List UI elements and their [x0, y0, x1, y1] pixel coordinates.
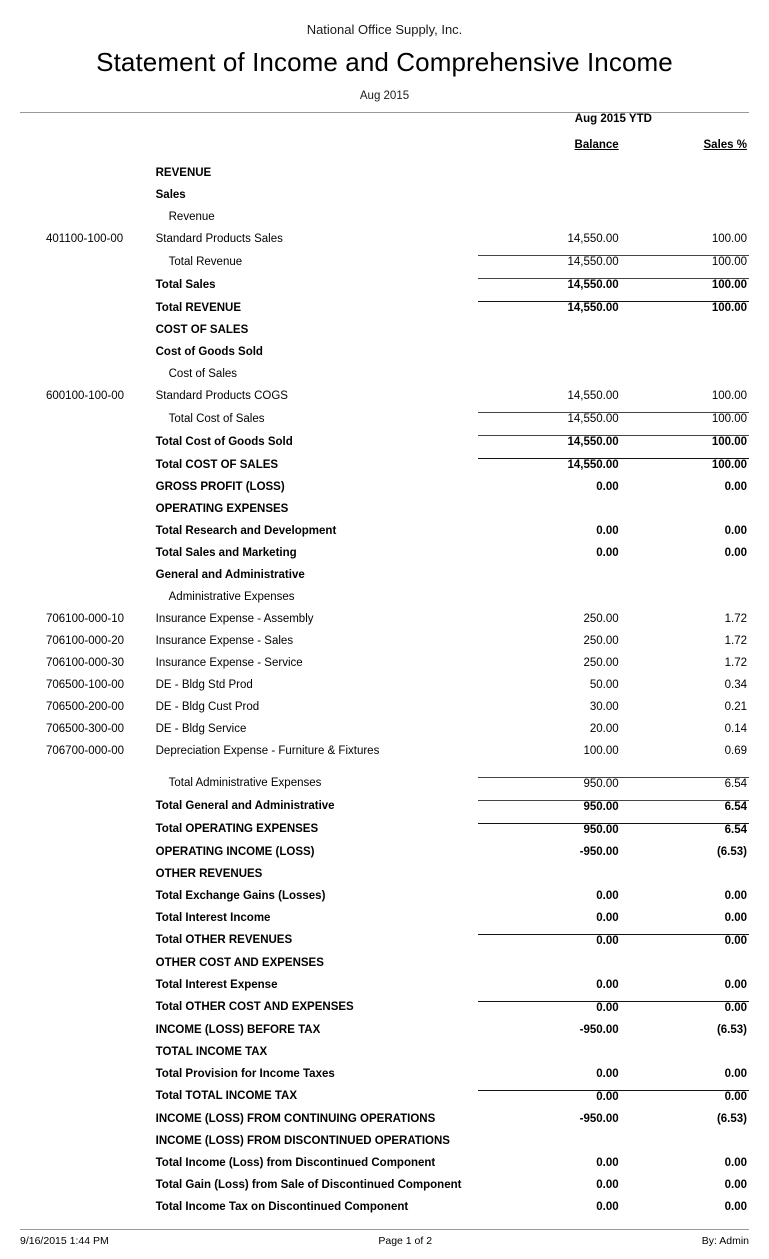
row-description: Total TOTAL INCOME TAX [155, 1090, 298, 1102]
row-balance: 0.00 [478, 934, 625, 957]
row-sales-pct: 0.00 [625, 934, 749, 957]
row-sales-pct: (6.53) [716, 1112, 747, 1125]
statement-row [20, 211, 749, 233]
row-description: Total COST OF SALES [155, 458, 279, 471]
row-account-number [20, 279, 156, 302]
row-sales-pct: 100.00 [625, 413, 749, 436]
row-balance [478, 503, 625, 525]
row-description: INCOME (LOSS) FROM DISCONTINUED OPERATIONS [155, 1134, 450, 1147]
statement-row [20, 1001, 749, 1024]
row-description: Insurance Expense - Sales [155, 635, 294, 647]
statement-row [20, 777, 749, 800]
row-sales-pct: 0.00 [724, 911, 747, 924]
row-account-number [20, 1001, 156, 1024]
column-header-balance: Balance [574, 139, 619, 151]
statement-row [20, 436, 749, 459]
statement-row [20, 1157, 749, 1179]
row-sales-pct [625, 591, 749, 613]
row-description: Standard Products Sales [155, 233, 283, 245]
row-account-number: 706700-000-00 [46, 745, 125, 757]
footer-datetime: 9/16/2015 1:44 PM [20, 1235, 109, 1247]
row-account-number [20, 1046, 156, 1068]
statement-row [20, 1135, 749, 1157]
statement-row [20, 657, 749, 679]
row-account-number: 706500-100-00 [46, 679, 125, 691]
statement-row [20, 413, 749, 436]
row-account-number [20, 777, 156, 800]
row-description: Total REVENUE [155, 301, 242, 314]
statement-row [20, 525, 749, 547]
row-sales-pct: 1.72 [724, 657, 747, 669]
row-sales-pct: 0.21 [724, 701, 747, 713]
row-balance [478, 167, 625, 189]
statement-row [20, 189, 749, 211]
row-sales-pct [625, 368, 749, 390]
row-balance: 14,550.00 [567, 233, 619, 245]
row-sales-pct [625, 346, 749, 368]
statement-row [20, 302, 749, 325]
row-account-number [20, 1024, 156, 1046]
row-description: Total Sales [155, 278, 216, 291]
statement-row [20, 1046, 749, 1068]
row-description: General and Administrative [155, 569, 305, 581]
row-description: Total Exchange Gains (Losses) [155, 889, 326, 902]
row-balance: 950.00 [478, 800, 625, 823]
row-sales-pct: 0.00 [724, 1156, 747, 1169]
row-balance [478, 569, 625, 591]
row-account-number [20, 302, 156, 325]
row-description: DE - Bldg Cust Prod [155, 701, 260, 713]
row-sales-pct: 1.72 [724, 635, 747, 647]
row-sales-pct: 100.00 [625, 459, 749, 482]
statement-row [20, 167, 749, 189]
row-sales-pct [625, 503, 749, 525]
row-sales-pct: 0.00 [625, 1001, 749, 1024]
row-description: Total OTHER COST AND EXPENSES [155, 1001, 354, 1013]
row-description: OTHER COST AND EXPENSES [155, 956, 324, 969]
row-balance: 950.00 [478, 823, 625, 846]
row-sales-pct: 100.00 [625, 256, 749, 279]
row-account-number [20, 1201, 156, 1223]
statement-row [20, 823, 749, 846]
report-page [0, 22, 769, 1259]
statement-row [20, 591, 749, 613]
row-sales-pct [625, 324, 749, 346]
row-balance: 0.00 [478, 1090, 625, 1113]
row-description: Standard Products COGS [155, 390, 288, 402]
row-sales-pct: (6.53) [716, 1023, 747, 1036]
row-account-number [20, 591, 156, 613]
row-account-number [20, 211, 156, 233]
company-name: National Office Supply, Inc. [306, 22, 463, 37]
row-description: Total OTHER REVENUES [155, 934, 293, 946]
row-account-number: 401100-100-00 [46, 233, 124, 245]
row-account-number [20, 868, 156, 890]
row-balance: 0.00 [596, 978, 619, 991]
row-description: INCOME (LOSS) FROM CONTINUING OPERATIONS [155, 1112, 436, 1125]
statement-row [20, 1024, 749, 1046]
row-sales-pct: 0.00 [724, 481, 747, 493]
row-account-number [20, 346, 156, 368]
column-group-header-row [20, 113, 749, 139]
row-balance [478, 346, 625, 368]
row-description: INCOME (LOSS) BEFORE TAX [155, 1023, 321, 1036]
row-sales-pct: 100.00 [625, 436, 749, 459]
row-balance: 0.00 [596, 911, 619, 924]
row-account-number [20, 1179, 156, 1201]
row-description: Insurance Expense - Assembly [155, 613, 314, 625]
row-balance: -950.00 [579, 845, 619, 858]
row-description: Total Income (Loss) from Discontinued Component [155, 1156, 436, 1169]
row-balance: 0.00 [596, 889, 619, 902]
row-balance: 30.00 [589, 701, 619, 713]
row-balance [478, 368, 625, 390]
row-sales-pct: 0.00 [724, 547, 747, 559]
row-account-number [20, 547, 156, 569]
row-description: DE - Bldg Std Prod [155, 679, 253, 691]
statement-row [20, 256, 749, 279]
row-balance: 950.00 [478, 777, 625, 800]
row-sales-pct: 0.00 [724, 525, 747, 537]
row-description: Total Cost of Goods Sold [155, 435, 293, 448]
row-description: Total General and Administrative [155, 800, 335, 812]
statement-row [20, 679, 749, 701]
row-sales-pct [625, 957, 749, 979]
statement-row [20, 390, 749, 413]
row-description: Sales [155, 189, 186, 201]
row-description: DE - Bldg Service [155, 723, 247, 735]
column-group-label: Aug 2015 YTD [574, 113, 652, 125]
statement-rows [20, 167, 749, 1223]
report-period: Aug 2015 [359, 90, 410, 102]
row-description: OTHER REVENUES [155, 867, 263, 880]
row-account-number: 706500-300-00 [46, 723, 125, 735]
row-sales-pct: 6.54 [625, 800, 749, 823]
row-sales-pct: 0.69 [724, 745, 747, 757]
row-account-number: 600100-100-00 [46, 390, 125, 402]
row-balance: -950.00 [579, 1023, 619, 1036]
statement-row [20, 912, 749, 935]
row-balance [478, 957, 625, 979]
row-sales-pct: 0.14 [724, 723, 747, 735]
row-balance: 14,550.00 [478, 413, 625, 436]
row-account-number [20, 503, 156, 525]
row-description: Total Sales and Marketing [155, 547, 297, 559]
row-balance [478, 189, 625, 211]
row-balance: -950.00 [579, 1112, 619, 1125]
column-header-table [20, 113, 749, 167]
statement-row [20, 934, 749, 957]
statement-row [20, 324, 749, 346]
row-account-number: 706100-000-30 [46, 657, 125, 669]
row-description: GROSS PROFIT (LOSS) [155, 481, 285, 493]
row-balance [478, 1046, 625, 1068]
statement-row [20, 1201, 749, 1223]
row-description: Insurance Expense - Service [155, 657, 303, 669]
row-description: Total Interest Expense [155, 978, 278, 991]
row-sales-pct [625, 868, 749, 890]
statement-row [20, 613, 749, 635]
statement-row [20, 459, 749, 482]
row-balance: 0.00 [596, 1178, 619, 1191]
row-account-number: 706100-000-20 [46, 635, 125, 647]
statement-row [20, 569, 749, 591]
row-sales-pct [625, 211, 749, 233]
row-balance: 250.00 [583, 613, 619, 625]
row-sales-pct: 0.00 [724, 978, 747, 991]
row-account-number [20, 413, 156, 436]
row-sales-pct: (6.53) [716, 845, 747, 858]
row-account-number [20, 1135, 156, 1157]
column-header-row [20, 139, 749, 167]
row-description: Revenue [168, 211, 215, 223]
row-account-number [20, 324, 156, 346]
row-sales-pct [625, 569, 749, 591]
row-description: Total Income Tax on Discontinued Component [155, 1200, 409, 1213]
row-sales-pct [625, 1135, 749, 1157]
row-balance: 0.00 [596, 1156, 619, 1169]
row-balance: 14,550.00 [478, 459, 625, 482]
row-description: REVENUE [155, 167, 212, 179]
row-balance: 100.00 [583, 745, 619, 757]
row-balance: 14,550.00 [478, 279, 625, 302]
row-description: Cost of Goods Sold [155, 346, 263, 358]
row-description: Total Revenue [168, 255, 243, 268]
row-balance: 14,550.00 [478, 302, 625, 325]
row-description: Depreciation Expense - Furniture & Fixtures [155, 745, 380, 757]
row-description: Administrative Expenses [168, 591, 295, 603]
row-sales-pct: 0.00 [724, 1178, 747, 1191]
row-sales-pct: 0.00 [724, 1200, 747, 1213]
row-balance: 0.00 [596, 1200, 619, 1213]
footer-author: By: Admin [701, 1235, 749, 1247]
statement-row [20, 233, 749, 256]
row-account-number [20, 481, 156, 503]
statement-row [20, 868, 749, 890]
row-balance: 14,550.00 [478, 256, 625, 279]
row-description: Total Administrative Expenses [168, 777, 322, 789]
statement-row [20, 745, 749, 777]
row-balance: 250.00 [583, 657, 619, 669]
row-account-number [20, 167, 156, 189]
row-sales-pct: 0.00 [724, 889, 747, 902]
statement-row [20, 1068, 749, 1091]
statement-row [20, 723, 749, 745]
row-description: OPERATING INCOME (LOSS) [155, 845, 315, 858]
row-balance: 50.00 [589, 679, 619, 691]
row-description: Cost of Sales [168, 368, 238, 380]
row-balance: 14,550.00 [478, 436, 625, 459]
row-sales-pct [625, 189, 749, 211]
statement-row [20, 846, 749, 868]
row-balance [478, 211, 625, 233]
row-sales-pct: 6.54 [625, 777, 749, 800]
row-balance: 0.00 [478, 1001, 625, 1024]
row-balance: 250.00 [583, 635, 619, 647]
statement-row [20, 481, 749, 503]
row-account-number [20, 436, 156, 459]
row-description: OPERATING EXPENSES [155, 503, 289, 515]
report-title: Statement of Income and Comprehensive Income [96, 47, 673, 77]
statement-row [20, 701, 749, 723]
row-balance: 0.00 [596, 525, 619, 537]
statement-row [20, 1179, 749, 1201]
footer-page-number: Page 1 of 2 [378, 1235, 433, 1247]
row-account-number [20, 957, 156, 979]
row-account-number [20, 890, 156, 912]
statement-row [20, 279, 749, 302]
row-description: Total OPERATING EXPENSES [155, 823, 319, 835]
row-account-number [20, 256, 156, 279]
row-account-number: 706500-200-00 [46, 701, 125, 713]
row-account-number [20, 525, 156, 547]
row-account-number [20, 368, 156, 390]
row-account-number [20, 979, 156, 1002]
row-sales-pct: 100.00 [625, 302, 749, 325]
row-sales-pct: 1.72 [724, 613, 747, 625]
row-account-number [20, 1068, 156, 1091]
row-account-number [20, 912, 156, 935]
row-sales-pct [625, 167, 749, 189]
row-sales-pct: 100.00 [711, 390, 747, 402]
column-header-sales-pct: Sales % [703, 139, 747, 151]
row-balance [478, 868, 625, 890]
row-balance: 0.00 [596, 547, 619, 559]
row-balance [478, 1135, 625, 1157]
row-account-number [20, 569, 156, 591]
statement-row [20, 346, 749, 368]
row-sales-pct: 0.00 [625, 1090, 749, 1113]
row-sales-pct: 100.00 [625, 279, 749, 302]
statement-row [20, 979, 749, 1002]
row-balance: 14,550.00 [567, 390, 619, 402]
row-account-number [20, 189, 156, 211]
statement-row [20, 503, 749, 525]
row-sales-pct: 0.00 [724, 1067, 747, 1080]
row-description: Total Cost of Sales [168, 412, 265, 425]
row-sales-pct: 100.00 [711, 233, 747, 245]
statement-row [20, 800, 749, 823]
row-account-number: 706100-000-10 [46, 613, 125, 625]
row-balance: 0.00 [596, 481, 619, 493]
row-account-number [20, 823, 156, 846]
row-sales-pct: 0.34 [724, 679, 747, 691]
statement-row [20, 547, 749, 569]
row-account-number [20, 1157, 156, 1179]
row-account-number [20, 1090, 156, 1113]
statement-row [20, 635, 749, 657]
row-description: Total Gain (Loss) from Sale of Discontinued Component [155, 1178, 462, 1191]
row-account-number [20, 846, 156, 868]
row-balance: 0.00 [596, 1067, 619, 1080]
row-account-number [20, 459, 156, 482]
row-description: COST OF SALES [155, 324, 249, 336]
statement-table [20, 167, 749, 1223]
row-description: Total Interest Income [155, 911, 271, 924]
page-footer [20, 1229, 749, 1247]
row-description: Total Research and Development [155, 525, 337, 537]
row-balance [478, 324, 625, 346]
row-sales-pct: 6.54 [625, 823, 749, 846]
row-account-number [20, 1113, 156, 1135]
row-account-number [20, 934, 156, 957]
row-balance: 20.00 [589, 723, 619, 735]
statement-row [20, 368, 749, 390]
statement-row [20, 890, 749, 912]
row-balance [478, 591, 625, 613]
statement-row [20, 1090, 749, 1113]
row-description: Total Provision for Income Taxes [155, 1067, 335, 1080]
row-account-number [20, 800, 156, 823]
statement-row [20, 1113, 749, 1135]
row-description: TOTAL INCOME TAX [155, 1045, 268, 1058]
statement-row [20, 957, 749, 979]
row-sales-pct [625, 1046, 749, 1068]
